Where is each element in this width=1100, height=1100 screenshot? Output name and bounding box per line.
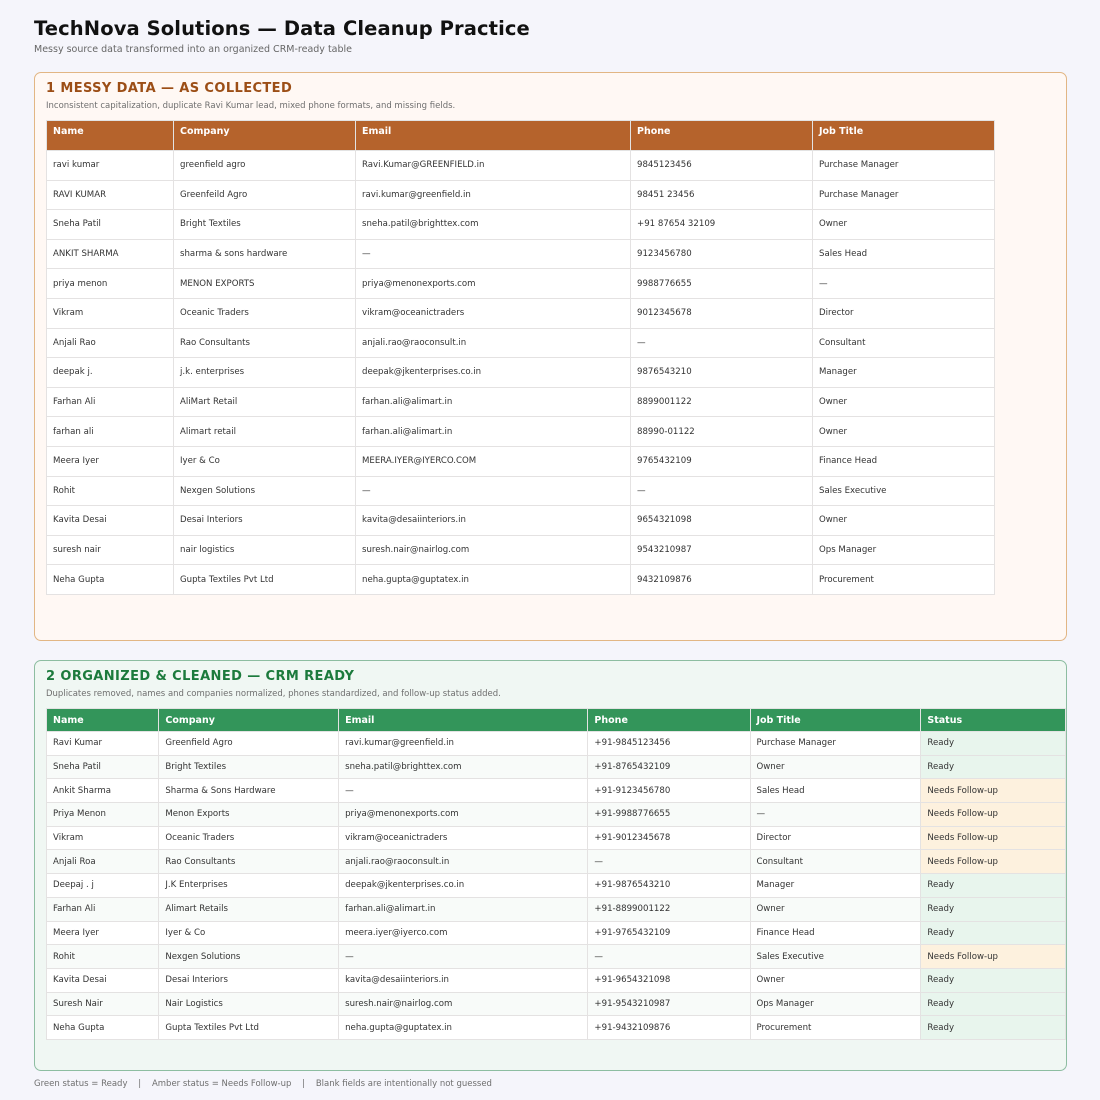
messy-cell-company: greenfield agro (174, 151, 356, 181)
messy-table-row (47, 387, 995, 417)
clean-cell-job-title: Owner (750, 897, 921, 921)
messy-table-row (47, 328, 995, 358)
clean-cell-phone: — (588, 945, 750, 969)
messy-cell-name: ANKIT SHARMA (47, 239, 174, 269)
messy-cell-company: Alimart retail (174, 417, 356, 447)
clean-status-badge: Needs Follow-up (921, 826, 1066, 850)
clean-cell-name: Vikram (47, 826, 159, 850)
clean-table-row (47, 803, 1066, 827)
clean-cell-company: Gupta Textiles Pvt Ltd (159, 1016, 339, 1040)
clean-cell-phone: +91-9012345678 (588, 826, 750, 850)
clean-cell-name: Ankit Sharma (47, 779, 159, 803)
clean-table-row (47, 921, 1066, 945)
messy-panel-heading: 1 MESSY DATA — AS COLLECTED (46, 81, 293, 96)
clean-cell-phone: +91-9543210987 (588, 992, 750, 1016)
messy-cell-phone: — (631, 476, 813, 506)
clean-cell-job-title: Owner (750, 968, 921, 992)
messy-cell-job-title: Director (813, 298, 995, 328)
messy-table-row (47, 298, 995, 328)
messy-cell-name: deepak j. (47, 358, 174, 388)
clean-header-job-title: Job Title (750, 709, 921, 732)
clean-cell-company: Greenfield Agro (159, 732, 339, 756)
clean-cell-phone: +91-8765432109 (588, 755, 750, 779)
clean-cell-job-title: Owner (750, 755, 921, 779)
messy-table-row (47, 446, 995, 476)
clean-cell-name: Sneha Patil (47, 755, 159, 779)
messy-cell-email: neha.gupta@guptatex.in (356, 565, 631, 595)
clean-cell-email: kavita@desaiinteriors.in (339, 968, 588, 992)
clean-header-phone: Phone (588, 709, 750, 732)
clean-cell-phone: +91-9876543210 (588, 874, 750, 898)
messy-cell-email: farhan.ali@alimart.in (356, 387, 631, 417)
clean-header-name: Name (47, 709, 159, 732)
clean-cell-company: Iyer & Co (159, 921, 339, 945)
messy-cell-phone: — (631, 328, 813, 358)
messy-table-row (47, 180, 995, 210)
messy-cell-phone: 9543210987 (631, 535, 813, 565)
clean-cell-company: Desai Interiors (159, 968, 339, 992)
messy-cell-company: MENON EXPORTS (174, 269, 356, 299)
messy-cell-phone: 9876543210 (631, 358, 813, 388)
clean-cell-name: Priya Menon (47, 803, 159, 827)
clean-status-badge: Ready (921, 992, 1066, 1016)
page-title: TechNova Solutions — Data Cleanup Practice (34, 17, 530, 40)
messy-cell-job-title: Purchase Manager (813, 151, 995, 181)
status-legend: Green status = Ready | Amber status = Needs Follow-up | Blank fields are intentionally not guessed (34, 1079, 492, 1089)
clean-cell-email: priya@menonexports.com (339, 803, 588, 827)
clean-status-badge: Ready (921, 1016, 1066, 1040)
clean-cell-name: Ravi Kumar (47, 732, 159, 756)
messy-cell-email: suresh.nair@nairlog.com (356, 535, 631, 565)
clean-status-badge: Ready (921, 921, 1066, 945)
messy-cell-email: priya@menonexports.com (356, 269, 631, 299)
messy-cell-job-title: Sales Head (813, 239, 995, 269)
clean-cell-job-title: Director (750, 826, 921, 850)
clean-cell-job-title: Sales Executive (750, 945, 921, 969)
clean-cell-email: suresh.nair@nairlog.com (339, 992, 588, 1016)
clean-cell-name: Neha Gupta (47, 1016, 159, 1040)
messy-cell-email: MEERA.IYER@IYERCO.COM (356, 446, 631, 476)
clean-cell-phone: +91-9845123456 (588, 732, 750, 756)
messy-cell-job-title: Purchase Manager (813, 180, 995, 210)
clean-data-panel (34, 660, 1067, 1071)
messy-cell-email: farhan.ali@alimart.in (356, 417, 631, 447)
messy-cell-name: Vikram (47, 298, 174, 328)
messy-cell-name: priya menon (47, 269, 174, 299)
clean-cell-company: Menon Exports (159, 803, 339, 827)
clean-status-badge: Ready (921, 968, 1066, 992)
clean-table-row (47, 826, 1066, 850)
messy-table-row (47, 476, 995, 506)
messy-table-row (47, 269, 995, 299)
clean-panel-heading: 2 ORGANIZED & CLEANED — CRM READY (46, 669, 355, 684)
clean-cell-phone: +91-9765432109 (588, 921, 750, 945)
clean-cell-job-title: Consultant (750, 850, 921, 874)
messy-table-row (47, 565, 995, 595)
clean-cell-company: Bright Textiles (159, 755, 339, 779)
messy-cell-job-title: Owner (813, 210, 995, 240)
messy-cell-name: Neha Gupta (47, 565, 174, 595)
messy-cell-name: farhan ali (47, 417, 174, 447)
messy-table-row (47, 151, 995, 181)
clean-cell-job-title: — (750, 803, 921, 827)
messy-cell-company: Oceanic Traders (174, 298, 356, 328)
messy-cell-email: ravi.kumar@greenfield.in (356, 180, 631, 210)
messy-cell-name: RAVI KUMAR (47, 180, 174, 210)
messy-table-row (47, 239, 995, 269)
messy-cell-phone: 9432109876 (631, 565, 813, 595)
clean-table-row (47, 732, 1066, 756)
clean-cell-email: meera.iyer@iyerco.com (339, 921, 588, 945)
messy-cell-phone: 8899001122 (631, 387, 813, 417)
messy-data-panel (34, 72, 1067, 641)
messy-cell-job-title: Procurement (813, 565, 995, 595)
clean-cell-name: Rohit (47, 945, 159, 969)
clean-status-badge: Ready (921, 732, 1066, 756)
clean-cell-company: Nair Logistics (159, 992, 339, 1016)
messy-cell-email: Ravi.Kumar@GREENFIELD.in (356, 151, 631, 181)
messy-cell-name: suresh nair (47, 535, 174, 565)
clean-cell-email: vikram@oceanictraders (339, 826, 588, 850)
clean-cell-email: anjali.rao@raoconsult.in (339, 850, 588, 874)
clean-cell-job-title: Procurement (750, 1016, 921, 1040)
clean-status-badge: Needs Follow-up (921, 850, 1066, 874)
messy-cell-name: ravi kumar (47, 151, 174, 181)
clean-cell-email: — (339, 945, 588, 969)
clean-cell-name: Kavita Desai (47, 968, 159, 992)
clean-cell-phone: — (588, 850, 750, 874)
messy-cell-company: Greenfeild Agro (174, 180, 356, 210)
messy-cell-job-title: Manager (813, 358, 995, 388)
clean-cell-name: Anjali Roa (47, 850, 159, 874)
messy-table-row (47, 210, 995, 240)
messy-panel-description: Inconsistent capitalization, duplicate Ravi Kumar lead, mixed phone formats, and missing fields. (46, 101, 456, 111)
messy-cell-name: Anjali Rao (47, 328, 174, 358)
messy-header-name: Name (47, 121, 174, 151)
clean-cell-phone: +91-8899001122 (588, 897, 750, 921)
messy-cell-phone: 9654321098 (631, 506, 813, 536)
messy-cell-job-title: Owner (813, 417, 995, 447)
messy-cell-email: anjali.rao@raoconsult.in (356, 328, 631, 358)
messy-cell-company: Desai Interiors (174, 506, 356, 536)
clean-cell-job-title: Purchase Manager (750, 732, 921, 756)
clean-table-row (47, 968, 1066, 992)
messy-cell-company: sharma & sons hardware (174, 239, 356, 269)
clean-cell-name: Meera Iyer (47, 921, 159, 945)
messy-cell-phone: 9988776655 (631, 269, 813, 299)
clean-cell-email: farhan.ali@alimart.in (339, 897, 588, 921)
clean-cell-email: neha.gupta@guptatex.in (339, 1016, 588, 1040)
messy-cell-phone: 9012345678 (631, 298, 813, 328)
messy-header-phone: Phone (631, 121, 813, 151)
messy-cell-job-title: Ops Manager (813, 535, 995, 565)
clean-cell-company: Sharma & Sons Hardware (159, 779, 339, 803)
clean-cell-company: Oceanic Traders (159, 826, 339, 850)
messy-cell-email: vikram@oceanictraders (356, 298, 631, 328)
messy-cell-company: Nexgen Solutions (174, 476, 356, 506)
messy-cell-name: Sneha Patil (47, 210, 174, 240)
messy-cell-company: Gupta Textiles Pvt Ltd (174, 565, 356, 595)
clean-cell-job-title: Manager (750, 874, 921, 898)
clean-status-badge: Ready (921, 874, 1066, 898)
clean-header-email: Email (339, 709, 588, 732)
clean-header-company: Company (159, 709, 339, 732)
messy-cell-job-title: Owner (813, 387, 995, 417)
messy-header-job-title: Job Title (813, 121, 995, 151)
messy-cell-name: Meera Iyer (47, 446, 174, 476)
messy-cell-job-title: Consultant (813, 328, 995, 358)
messy-cell-email: sneha.patil@brighttex.com (356, 210, 631, 240)
clean-table-row (47, 992, 1066, 1016)
clean-status-badge: Needs Follow-up (921, 803, 1066, 827)
clean-status-badge: Needs Follow-up (921, 779, 1066, 803)
clean-panel-description: Duplicates removed, names and companies normalized, phones standardized, and follow-up status added. (46, 689, 501, 699)
clean-table-row (47, 874, 1066, 898)
clean-cell-email: sneha.patil@brighttex.com (339, 755, 588, 779)
messy-table-row (47, 358, 995, 388)
clean-cell-phone: +91-9123456780 (588, 779, 750, 803)
messy-cell-company: AliMart Retail (174, 387, 356, 417)
messy-cell-phone: 9845123456 (631, 151, 813, 181)
messy-cell-phone: 88990-01122 (631, 417, 813, 447)
clean-cell-phone: +91-9432109876 (588, 1016, 750, 1040)
clean-header-status: Status (921, 709, 1066, 732)
messy-cell-job-title: Sales Executive (813, 476, 995, 506)
clean-cell-phone: +91-9654321098 (588, 968, 750, 992)
clean-cell-name: Deepaj . j (47, 874, 159, 898)
messy-header-email: Email (356, 121, 631, 151)
messy-cell-company: Rao Consultants (174, 328, 356, 358)
messy-table-row (47, 535, 995, 565)
messy-header-company: Company (174, 121, 356, 151)
clean-data-table (46, 708, 1066, 1040)
messy-cell-phone: 9123456780 (631, 239, 813, 269)
clean-table-row (47, 1016, 1066, 1040)
messy-table-row (47, 417, 995, 447)
clean-cell-job-title: Sales Head (750, 779, 921, 803)
messy-data-table (46, 120, 995, 595)
messy-cell-name: Rohit (47, 476, 174, 506)
clean-table-row (47, 779, 1066, 803)
clean-cell-name: Farhan Ali (47, 897, 159, 921)
clean-table-row (47, 850, 1066, 874)
messy-table-row (47, 506, 995, 536)
clean-cell-job-title: Ops Manager (750, 992, 921, 1016)
clean-status-badge: Ready (921, 755, 1066, 779)
messy-cell-job-title: — (813, 269, 995, 299)
clean-cell-phone: +91-9988776655 (588, 803, 750, 827)
messy-cell-phone: 9765432109 (631, 446, 813, 476)
clean-cell-name: Suresh Nair (47, 992, 159, 1016)
clean-cell-email: deepak@jkenterprises.co.in (339, 874, 588, 898)
messy-cell-email: — (356, 476, 631, 506)
messy-cell-email: kavita@desaiinteriors.in (356, 506, 631, 536)
messy-cell-company: Bright Textiles (174, 210, 356, 240)
clean-table-row (47, 755, 1066, 779)
clean-cell-email: ravi.kumar@greenfield.in (339, 732, 588, 756)
clean-cell-company: Rao Consultants (159, 850, 339, 874)
messy-cell-email: — (356, 239, 631, 269)
messy-cell-name: Kavita Desai (47, 506, 174, 536)
clean-status-badge: Ready (921, 897, 1066, 921)
clean-cell-email: — (339, 779, 588, 803)
messy-cell-company: Iyer & Co (174, 446, 356, 476)
clean-cell-company: Alimart Retails (159, 897, 339, 921)
clean-table-row (47, 897, 1066, 921)
messy-cell-company: j.k. enterprises (174, 358, 356, 388)
clean-cell-job-title: Finance Head (750, 921, 921, 945)
messy-cell-phone: 98451 23456 (631, 180, 813, 210)
messy-cell-phone: +91 87654 32109 (631, 210, 813, 240)
messy-cell-email: deepak@jkenterprises.co.in (356, 358, 631, 388)
clean-cell-company: Nexgen Solutions (159, 945, 339, 969)
messy-cell-job-title: Finance Head (813, 446, 995, 476)
messy-cell-company: nair logistics (174, 535, 356, 565)
messy-cell-name: Farhan Ali (47, 387, 174, 417)
clean-cell-company: J.K Enterprises (159, 874, 339, 898)
page-subtitle: Messy source data transformed into an organized CRM-ready table (34, 44, 353, 55)
clean-table-row (47, 945, 1066, 969)
messy-cell-job-title: Owner (813, 506, 995, 536)
clean-status-badge: Needs Follow-up (921, 945, 1066, 969)
